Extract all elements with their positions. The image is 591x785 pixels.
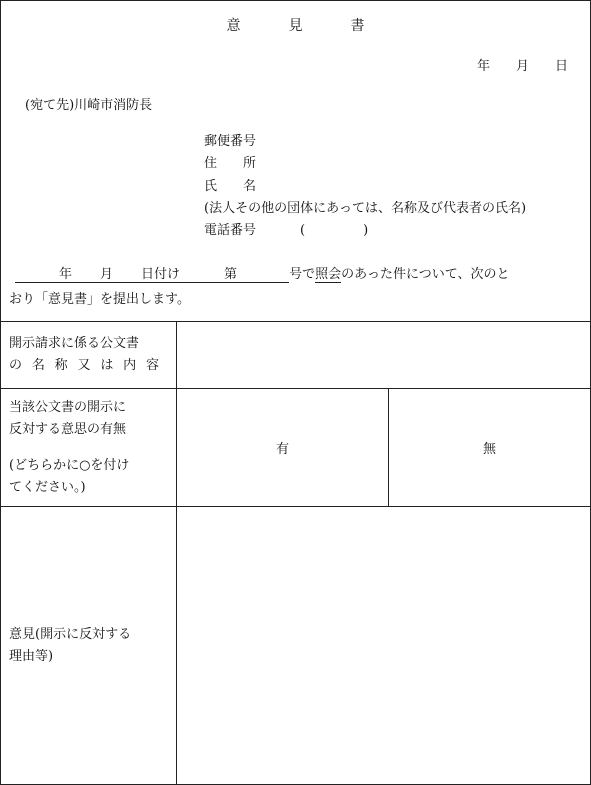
label-char: 称 [54,358,68,373]
ref-number-suffix: 号で [289,267,316,282]
label-line: 理由等) [9,648,54,664]
option-yes-label: 有 [275,442,289,457]
reference-date-underline [15,267,289,283]
date-day: 日 [554,59,568,74]
option-no-cell[interactable] [389,389,591,507]
table-row [1,507,590,785]
label-char: 又 [77,358,91,373]
title-char: 意 [226,18,241,34]
ref-inquiry: 照会 [315,267,342,282]
phone-paren-open: ( [300,223,306,238]
label-line: 開示請求に係る公文書 [9,336,140,351]
address-char: 住 [204,156,218,171]
option-yes-cell[interactable] [177,389,389,507]
label-line: てください。) [9,479,86,495]
title-char: 書 [350,18,365,34]
label-line: 意見(開示に反対する [9,626,132,642]
ref-number-prefix: 第 [224,267,238,282]
date-month: 月 [515,59,529,74]
phone-text: 電話番号 [204,223,257,238]
opinion-label [1,507,177,785]
reference-line-2: おり「意見書」を提出します。 [9,292,190,307]
label-line [9,355,159,377]
phone-paren-close: ) [363,223,369,238]
addressee: (宛て先)川崎市消防長 [25,98,153,113]
table-row [1,322,590,389]
label-char: の [9,358,23,373]
label-line: (どちらかに○を付け [9,457,130,473]
table-row [1,389,590,507]
ref-month: 月 [100,267,114,282]
address-char: 所 [243,156,257,171]
objection-label [1,389,177,507]
opinion-table [1,321,590,785]
name-char: 氏 [204,179,218,194]
submission-date [451,55,568,74]
corporation-note: (法人その他の団体にあっては、名称及び代表者の氏名) [204,201,527,216]
label-char: 名 [31,358,45,373]
address-label [204,152,256,171]
reference-line [15,263,509,283]
ref-rest: のあった件について、次のと [341,267,510,282]
opinion-field[interactable] [177,507,591,785]
document-name-label [1,322,177,389]
date-year: 年 [476,59,490,74]
label-char: 容 [145,358,159,373]
postal-code-label: 郵便番号 [204,134,257,149]
title-char: 見 [288,18,303,34]
form-title [1,15,590,35]
name-label [204,175,256,194]
label-char: は [100,358,114,373]
ref-day: 日付け [141,267,181,282]
ref-year: 年 [59,267,73,282]
document-name-field[interactable] [177,322,591,389]
option-no-label: 無 [482,442,496,457]
label-line: 当該公文書の開示に [9,399,127,415]
label-line: 反対する意思の有無 [9,421,127,437]
name-char: 名 [243,179,257,194]
phone-label [204,219,368,238]
label-char: 内 [123,358,137,373]
